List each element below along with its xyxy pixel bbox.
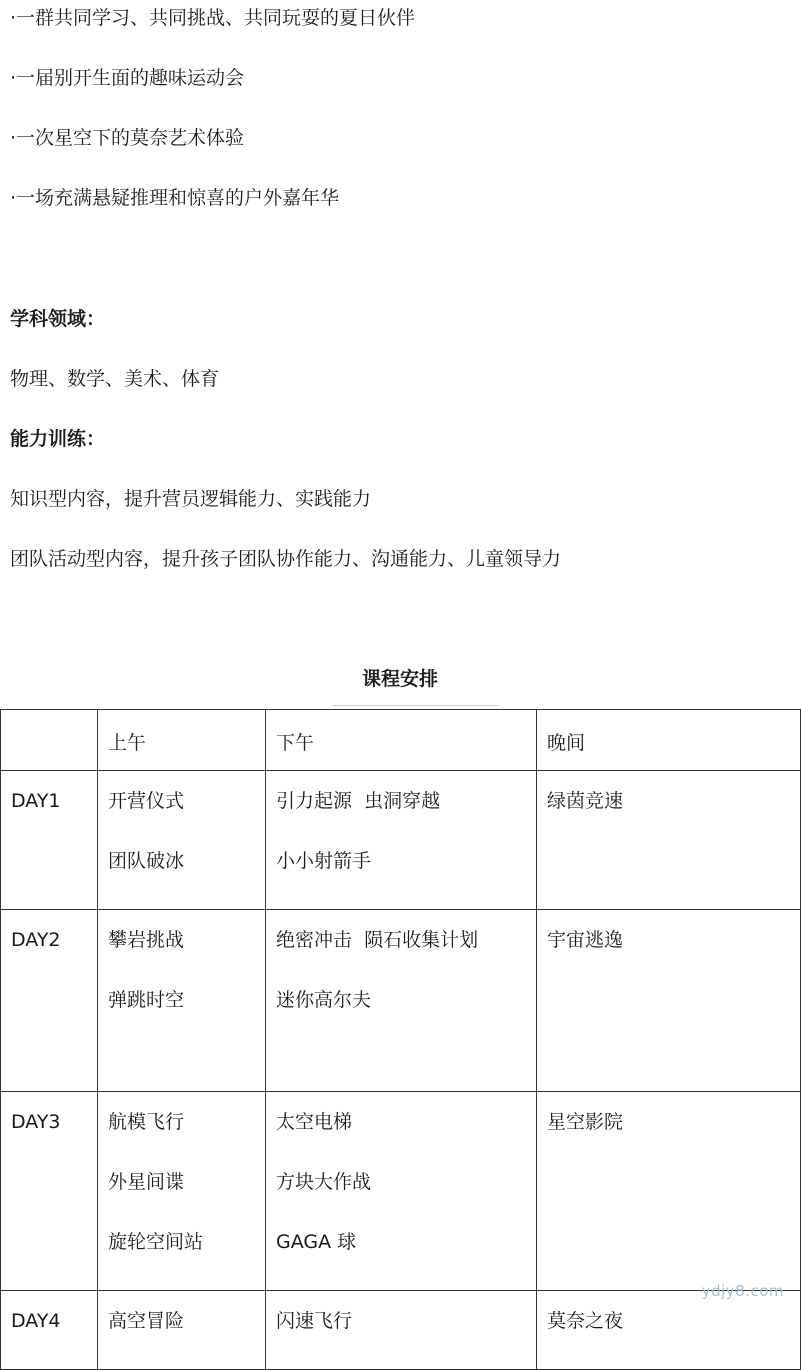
subject-heading: 学科领域： xyxy=(10,308,106,330)
evening-cell xyxy=(537,1092,801,1291)
activity: 莫奈之夜 xyxy=(547,1310,624,1332)
evening-cell xyxy=(537,910,801,1092)
activity: GAGA 球 xyxy=(276,1231,357,1253)
intro-bullet: ·一场充满悬疑推理和惊喜的户外嘉年华 xyxy=(10,187,340,209)
activity: 引力起源 虫洞穿越 xyxy=(276,790,441,812)
afternoon-cell xyxy=(266,1092,537,1291)
morning-cell xyxy=(98,771,266,910)
evening-cell xyxy=(537,771,801,910)
morning-cell xyxy=(98,1291,266,1370)
table-header-row xyxy=(1,710,801,771)
afternoon-cell xyxy=(266,1291,537,1370)
evening-cell xyxy=(537,1291,801,1370)
header-cell-evening: 晚间 xyxy=(537,710,801,771)
table-row xyxy=(1,771,801,910)
ability-heading: 能力训练： xyxy=(10,428,106,450)
header-cell-morning: 上午 xyxy=(98,710,266,771)
day-cell: DAY3 xyxy=(1,1092,98,1291)
intro-bullet: ·一次星空下的莫奈艺术体验 xyxy=(10,127,245,149)
activity: 闪速飞行 xyxy=(276,1310,353,1332)
afternoon-cell xyxy=(266,910,537,1092)
ability-line: 知识型内容，提升营员逻辑能力、实践能力 xyxy=(10,488,372,510)
activity: 航模飞行 xyxy=(108,1111,185,1133)
header-cell-afternoon: 下午 xyxy=(266,710,537,771)
activity: 高空冒险 xyxy=(108,1310,185,1332)
activity: 绿茵竞速 xyxy=(547,790,624,812)
activity: 攀岩挑战 xyxy=(108,929,185,951)
afternoon-cell xyxy=(266,771,537,910)
ability-line: 团队活动型内容，提升孩子团队协作能力、沟通能力、儿童领导力 xyxy=(10,548,562,570)
day-cell: DAY2 xyxy=(1,910,98,1092)
activity: 方块大作战 xyxy=(276,1171,372,1193)
activity: 宇宙逃逸 xyxy=(547,929,624,951)
activity: 小小射箭手 xyxy=(276,850,372,872)
site-watermark: ydjy8.com xyxy=(701,1282,784,1300)
morning-cell xyxy=(98,910,266,1092)
table-row xyxy=(1,910,801,1092)
activity: 绝密冲击 陨石收集计划 xyxy=(276,929,479,951)
intro-bullet: ·一群共同学习、共同挑战、共同玩耍的夏日伙伴 xyxy=(10,7,416,29)
activity: 迷你高尔夫 xyxy=(276,989,372,1011)
activity: 弹跳时空 xyxy=(108,989,185,1011)
day-cell: DAY1 xyxy=(1,771,98,910)
schedule-table xyxy=(0,709,801,1370)
title-divider xyxy=(333,705,498,706)
activity: 外星间谍 xyxy=(108,1171,185,1193)
header-cell-blank xyxy=(1,710,98,771)
intro-bullet: ·一届别开生面的趣味运动会 xyxy=(10,67,245,89)
activity: 团队破冰 xyxy=(108,850,185,872)
table-row xyxy=(1,1291,801,1370)
day-cell: DAY4 xyxy=(1,1291,98,1370)
activity: 太空电梯 xyxy=(276,1111,353,1133)
schedule-title: 课程安排 xyxy=(361,668,438,690)
activity: 旋轮空间站 xyxy=(108,1231,204,1253)
activity: 星空影院 xyxy=(547,1111,624,1133)
table-row xyxy=(1,1092,801,1291)
morning-cell xyxy=(98,1092,266,1291)
activity: 开营仪式 xyxy=(108,790,185,812)
subject-text: 物理、数学、美术、体育 xyxy=(10,368,220,390)
